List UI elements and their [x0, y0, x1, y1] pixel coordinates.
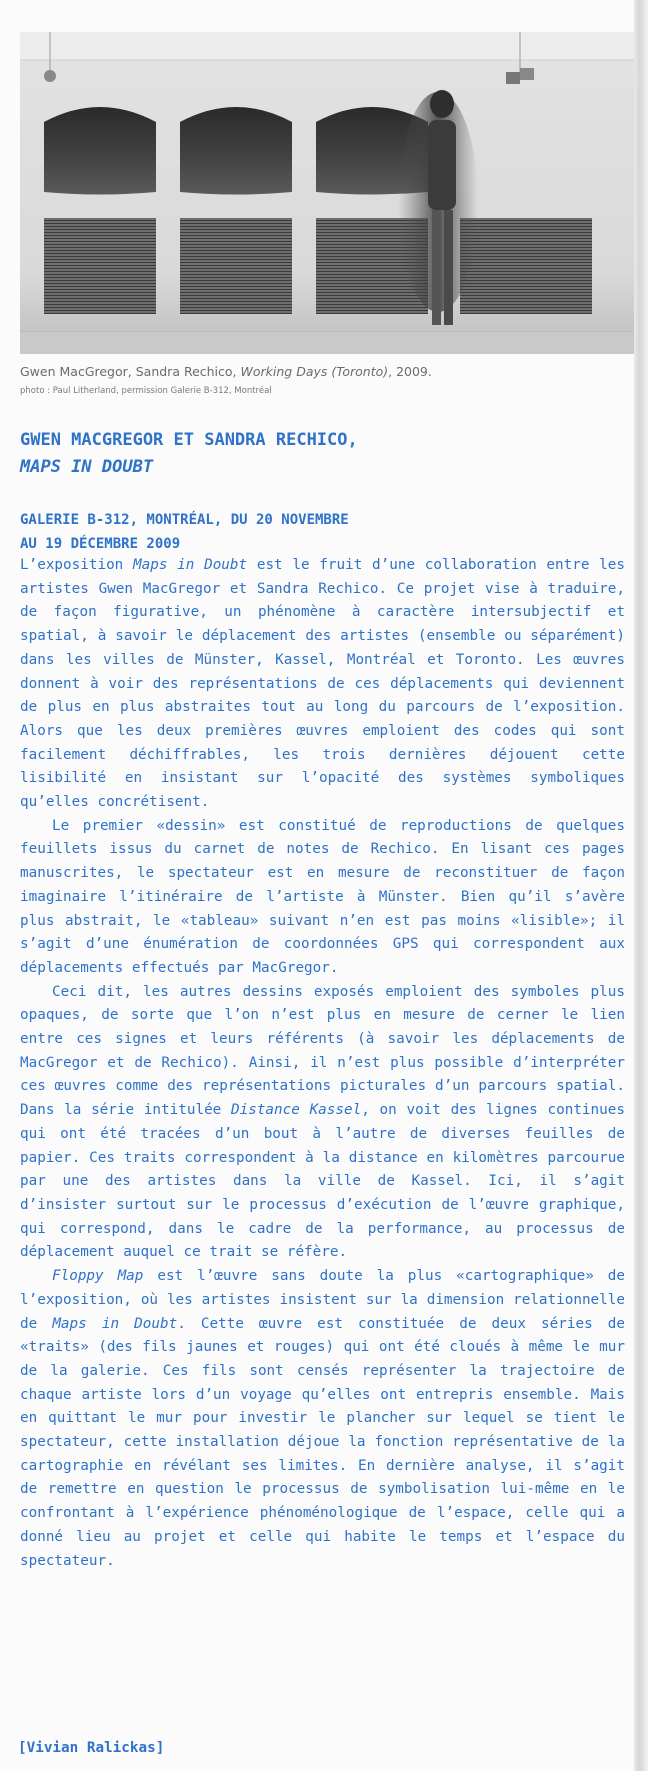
- exhibition-photo: [20, 32, 634, 354]
- heading-artists: GWEN MACGREGOR ET SANDRA RECHICO,: [20, 430, 358, 450]
- caption-artists: Gwen MacGregor, Sandra Rechico,: [20, 364, 237, 379]
- paragraph-4-emphasis-2: Maps in Doubt: [52, 1315, 178, 1332]
- paragraph-3-emphasis: Distance Kassel: [231, 1102, 362, 1119]
- caption-year: , 2009.: [388, 364, 432, 379]
- paragraph-3: [20, 981, 625, 1265]
- paragraph-2-text: Le premier «dessin» est constitué de reproductions de quelques feuillets issus du carnet de notes de Rechico. En lisant ces pages manuscrites, le spectateur est en mesure de reconstituer de façon imaginaire l’itinéraire de l’artiste à Münster. Bien qu’il s’avère plus abstrait, le «tableau» suivant n’en est pas moins «lisible»; il s’agit d’une énumération de coordonnées GPS qui correspondent aux déplacements effectués par MacGregor.: [20, 817, 625, 976]
- page-spine-shadow: [634, 0, 648, 1771]
- paragraph-4-text-cont: . Cette œuvre est constituée de deux séries de «traits» (des fils jaunes et rouges) qui ont été cloués à même le mur de la galerie. Ces fils sont censés représenter la trajectoire de chaque artiste lors d’un voyage qu’elles ont entrepris ensemble. Mais en quittant le mur pour investir le plancher sur lequel se tient le spectateur, cette installation déjoue la fonction représentative de la cartographie en révélant ses limites. En dernière analyse, il s’agit de remettre en question le processus de symbolisation lui-même en le confrontant à l’expérience phénoménologique de l’espace, celle qui a donné lieu au projet et celle qui habite le temps et l’espace du spectateur.: [20, 1315, 625, 1569]
- venue-line-2: AU 19 DÉCEMBRE 2009: [20, 536, 181, 552]
- paragraph-4: [20, 1265, 625, 1573]
- venue-dates: [20, 508, 620, 556]
- photo-caption: [20, 364, 620, 379]
- paragraph-1: [20, 554, 625, 815]
- paragraph-4-text: est l’œuvre sans doute la plus «cartographique» de l’exposition, où les artistes insistent sur la dimension relationnelle de: [20, 1268, 625, 1332]
- paragraph-3-text: Ceci dit, les autres dessins exposés emploient des symboles plus opaques, de sorte que l’on n’est plus en mesure de cerner le lien entre ces signes et leurs référents (à savoir les déplacements de MacGregor et de Rechico). Ainsi, il n’est plus possible d’interpréter ces œuvres comme des représentations picturales d’un parcours spatial. Dans la série intitulée: [20, 983, 625, 1119]
- gallery-installation-image: [20, 32, 634, 354]
- heading-exhibition-title: MAPS IN DOUBT: [20, 457, 154, 477]
- article-heading: [20, 427, 620, 481]
- caption-work-title: Working Days (Toronto): [240, 364, 389, 379]
- photo-credit: photo : Paul Litherland, permission Galerie B-312, Montréal: [20, 386, 272, 396]
- paragraph-4-emphasis: Floppy Map: [52, 1268, 144, 1285]
- paragraph-1-text: L’exposition: [20, 557, 134, 573]
- paragraph-1-emphasis: Maps in Doubt: [133, 557, 248, 573]
- venue-line-1: GALERIE B-312, MONTRÉAL, DU 20 NOVEMBRE: [20, 512, 349, 528]
- paragraph-1-text-cont: est le fruit d’une collaboration entre les artistes Gwen MacGregor et Sandra Rechico. Ce projet vise à traduire, de façon figurative, un phénomène à caractère intersubjectif et spatial, à savoir le déplacement des artistes (ensemble ou séparément) dans les villes de Münster, Kassel, Montréal et Toronto. Les œuvres donnent à voir des représentations de ces déplacements qui deviennent de plus en plus abstraites tout au long du parcours de l’exposition. Alors que les deux premières œuvres emploient des codes qui sont facilement déchiffrables, les trois dernières déjouent cette lisibilité en insistant sur l’opacité des systèmes symboliques qu’elles concrétisent.: [20, 557, 625, 811]
- author-signature: [Vivian Ralickas]: [18, 1740, 165, 1756]
- article-body: [20, 554, 625, 1573]
- paragraph-3-text-cont: , on voit des lignes continues qui ont été tracées d’un bout à l’autre de diverses feuilles de papier. Ces traits correspondent à la distance en kilomètres parcourue par une des artistes dans la ville de Kassel. Ici, il s’agit d’insister surtout sur le processus d’exécution de l’œuvre graphique, qui correspond, dans le cadre de la performance, au processus de déplacement auquel ce trait se réfère.: [20, 1102, 625, 1261]
- paragraph-2: [20, 815, 625, 981]
